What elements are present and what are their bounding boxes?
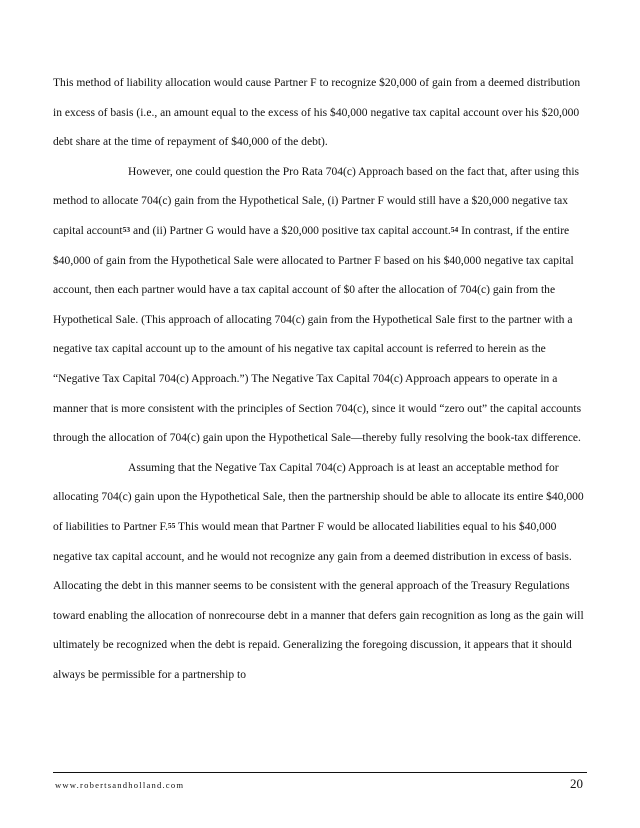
page-body	[53, 69, 589, 690]
footer-url: www.robertsandholland.com	[55, 780, 185, 790]
paragraph-text: However, one could question the Pro Rata 704(c) Approach based on the fact that, after using this method to allocate 704(c) gain from the Hypothetical Sale, (i) Partner F would still have a $20,000 negative tax capital account	[53, 165, 580, 237]
page-number: 20	[570, 776, 583, 791]
body-paragraph	[53, 69, 589, 158]
paragraph-text: Assuming that the Negative Tax Capital 704(c) Approach is at least an acceptable method for allocating 704(c) gain upon the Hypothetical Sale, then the partnership should be able to allocate its entire $40,000 of liabilities to Partner F.	[53, 461, 584, 533]
footnote-reference: 53	[122, 225, 131, 235]
paragraph-text: In contrast, if the entire $40,000 of gain from the Hypothetical Sale were allocated to Partner F based on his $40,000 negative tax capital account, then each partner would have a tax capital account of $0 after the allocation of 704(c) gain from the Hypothetical Sale. (This approach of allocating 704(c) gain from the Hypothetical Sale first to the partner with a negative tax capital account up to the amount of his negative tax capital account is referred to herein as the “Negative Tax Capital 704(c) Approach.”) The Negative Tax Capital 704(c) Approach appears to operate in a manner that is more consistent with the principles of Section 704(c), since it would “zero out” the capital accounts through the allocation of 704(c) gain upon the Hypothetical Sale—thereby fully resolving the book-tax difference.	[53, 224, 582, 445]
body-paragraph	[53, 158, 589, 454]
footnote-reference: 55	[167, 521, 176, 531]
paragraph-text: and (ii) Partner G would have a $20,000 positive tax capital account.	[130, 224, 451, 237]
footnote-reference: 54	[450, 225, 459, 235]
paragraph-text: This method of liability allocation would cause Partner F to recognize $20,000 of gain from a deemed distribution in excess of basis (i.e., an amount equal to the excess of his $40,000 negative tax capital account over his $20,000 debt share at the time of repayment of $40,000 of the debt).	[53, 77, 581, 149]
paragraph-text: This would mean that Partner F would be allocated liabilities equal to his $40,000 negative tax capital account, and he would not recognize any gain from a deemed distribution in excess of basis. Allocating the debt in this manner seems to be consistent with the general approach of the Treasury Regulations toward enabling the allocation of nonrecourse debt in a manner that defers gain recognition as long as the gain will ultimately be recognized when the debt is repaid. Generalizing the foregoing discussion, it appears that it should always be permissible for a partnership to	[53, 520, 584, 681]
footer-divider	[53, 772, 587, 773]
body-paragraph	[53, 454, 589, 691]
